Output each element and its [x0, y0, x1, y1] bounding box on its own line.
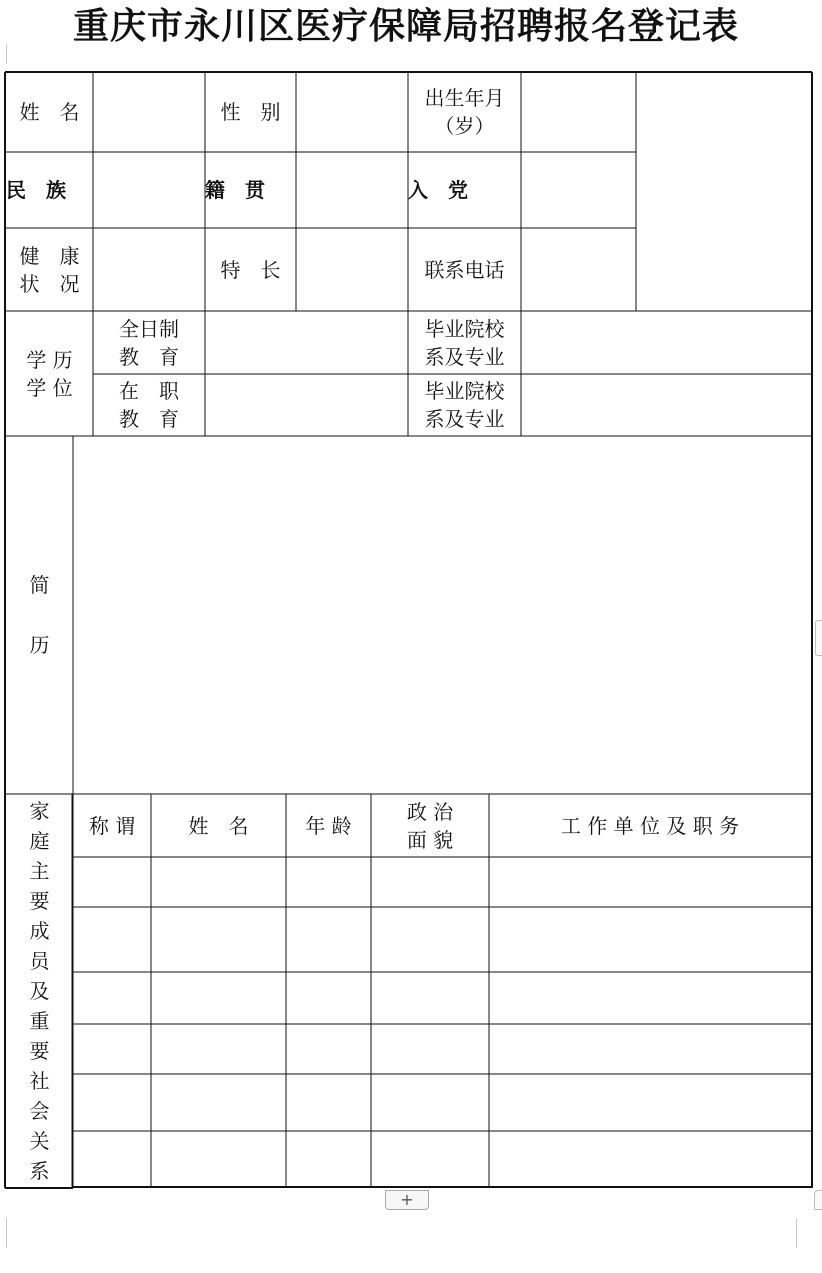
- family-row-6-age[interactable]: [286, 1131, 371, 1187]
- label-inservice-education: 在 职 教 育: [119, 379, 179, 431]
- family-row-6-political-status[interactable]: [371, 1131, 489, 1187]
- label-education: 学 历 学 位: [26, 347, 73, 400]
- family-row-3-age[interactable]: [286, 972, 371, 1024]
- form-title: 重庆市永川区医疗保障局招聘报名登记表: [72, 5, 739, 47]
- family-row-2-relation[interactable]: [73, 907, 151, 972]
- family-row-2-name[interactable]: [151, 907, 286, 972]
- family-header-name: 姓 名: [188, 813, 249, 838]
- family-row-6-relation[interactable]: [73, 1131, 151, 1187]
- label-resume: 简 历: [29, 573, 50, 657]
- label-birth: 出生年月 （岁）: [424, 86, 505, 138]
- corner-resize-tab[interactable]: [814, 1190, 822, 1210]
- family-row-4-age[interactable]: [286, 1024, 371, 1074]
- family-row-6-name[interactable]: [151, 1131, 286, 1187]
- page-corner-mark: [796, 1218, 798, 1248]
- label-specialty: 特 长: [220, 257, 281, 282]
- family-row-5-political-status[interactable]: [371, 1074, 489, 1131]
- input-inservice-degree[interactable]: [205, 374, 408, 436]
- input-phone[interactable]: [521, 228, 636, 311]
- family-row-1-work-unit[interactable]: [489, 857, 811, 907]
- family-row-5-name[interactable]: [151, 1074, 286, 1131]
- family-row-5-work-unit[interactable]: [489, 1074, 811, 1131]
- family-row-3-name[interactable]: [151, 972, 286, 1024]
- page-corner-mark: [0, 1218, 7, 1248]
- family-row-5-age[interactable]: [286, 1074, 371, 1131]
- family-row-4-political-status[interactable]: [371, 1024, 489, 1074]
- photo-area[interactable]: [636, 72, 811, 311]
- family-row-3-political-status[interactable]: [371, 972, 489, 1024]
- family-row-2-age[interactable]: [286, 907, 371, 972]
- family-header-age: 年 龄: [305, 813, 352, 838]
- family-row-4-relation[interactable]: [73, 1024, 151, 1074]
- family-header-relation: 称 谓: [88, 813, 136, 838]
- input-name[interactable]: [93, 72, 205, 152]
- family-row-1-political-status[interactable]: [371, 857, 489, 907]
- input-school-major-fulltime[interactable]: [521, 311, 811, 374]
- label-fulltime-education: 全日制 教 育: [119, 316, 179, 369]
- input-native-place[interactable]: [296, 152, 408, 228]
- label-party: 入 党: [408, 178, 468, 202]
- label-health: 健 康 状 况: [19, 243, 80, 296]
- label-ethnicity: 民 族: [6, 178, 66, 202]
- family-row-3-relation[interactable]: [73, 972, 151, 1024]
- label-school-major-fulltime: 毕业院校 系及专业: [424, 316, 505, 369]
- family-row-1-age[interactable]: [286, 857, 371, 907]
- input-fulltime-degree[interactable]: [205, 311, 408, 374]
- input-resume[interactable]: [73, 436, 811, 794]
- input-birth[interactable]: [521, 72, 636, 152]
- label-school-major-inservice: 毕业院校 系及专业: [424, 379, 505, 431]
- input-health[interactable]: [93, 228, 205, 311]
- input-school-major-inservice[interactable]: [521, 374, 811, 436]
- family-row-5-relation[interactable]: [73, 1074, 151, 1131]
- input-ethnicity[interactable]: [93, 152, 205, 228]
- input-party[interactable]: [521, 152, 636, 228]
- family-row-1-relation[interactable]: [73, 857, 151, 907]
- label-family-relations: 家 庭 主 要 成 员 及 重 要 社 会 关 系: [29, 798, 50, 1183]
- label-native-place: 籍 贯: [205, 178, 265, 202]
- family-row-4-work-unit[interactable]: [489, 1024, 811, 1074]
- label-name: 姓 名: [19, 100, 80, 124]
- label-phone: 联系电话: [424, 257, 505, 282]
- input-gender[interactable]: [296, 72, 408, 152]
- family-row-2-political-status[interactable]: [371, 907, 489, 972]
- family-row-3-work-unit[interactable]: [489, 972, 811, 1024]
- label-gender: 性 别: [220, 100, 281, 124]
- family-row-1-name[interactable]: [151, 857, 286, 907]
- family-row-6-work-unit[interactable]: [489, 1131, 811, 1187]
- family-header-work-unit: 工 作 单 位 及 职 务: [560, 813, 740, 838]
- family-row-2-work-unit[interactable]: [489, 907, 811, 972]
- input-specialty[interactable]: [296, 228, 408, 311]
- side-scroll-tab[interactable]: [815, 620, 822, 656]
- family-row-4-name[interactable]: [151, 1024, 286, 1074]
- add-row-button[interactable]: +: [385, 1190, 429, 1210]
- family-header-political-status: 政 治 面 貌: [406, 799, 454, 852]
